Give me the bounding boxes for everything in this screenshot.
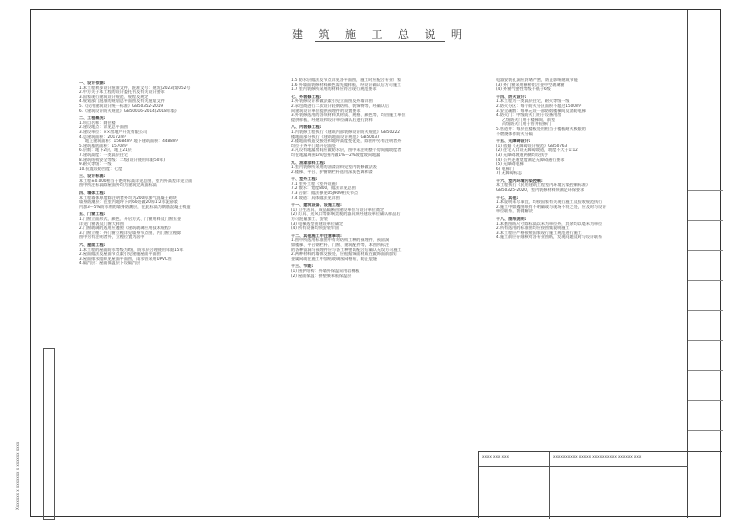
note-line: 单位联系，协商解决 <box>496 209 533 214</box>
note-line: 图中另有注明者外，立樘位置为居中 <box>79 235 145 240</box>
title-block-rule <box>479 466 688 467</box>
note-line: 2.门窗玻璃的选用应遵照《建筑玻璃应用技术规程》 <box>79 226 173 231</box>
note-line: 6.层数：地下2层，地上21层 <box>79 148 132 153</box>
note-line: 1.6 外墙面装修材料颜色需先做样板，经设计确认后方可施工 <box>291 82 402 87</box>
note-line: 3.凡设有地漏房间应做防水层，图中未注明整个房间做坡度者 <box>291 148 402 153</box>
note-line: (1) 依据《无障碍设计规范》GB50763 <box>496 143 568 148</box>
binding-margin-note: Xxxxxxx x xxxxxxx x xxxxxx xxxx <box>15 441 20 510</box>
note-line: 均位于齐平门扇开启面处 <box>291 143 337 148</box>
note-line: 6) 电梯门 <box>496 166 514 171</box>
note-line: (1) 围护结构：外墙外保温采用岩棉板 <box>291 268 360 273</box>
note-line: 8.建筑结构安全等级：二级(设计使用年限50年) <box>79 157 165 162</box>
content-area <box>71 28 689 502</box>
note-line: 方可批量加工、安装 <box>291 217 328 222</box>
section-heading: 十五、无障碍设计: <box>496 139 531 144</box>
notes-column-1 <box>79 78 275 490</box>
note-line: 3.门窗立樘：外门窗立樘详见墙身节点图，内门窗立樘除 <box>79 230 182 235</box>
note-line: 2.甲方关于本工程的设计委托书及有关设计要求 <box>79 90 165 95</box>
note-line: 2.承包商进行二次设计轻钢结构、装饰物等，经确认后 <box>291 103 390 108</box>
note-line: 1.内装修工程执行《建筑内部装修设计防火规范》GB50222 <box>291 129 400 134</box>
note-line: 2.楼梯、平台、护窗钢栏杆选用深灰色调和漆 <box>291 169 373 174</box>
notes-column-3 <box>496 78 688 433</box>
title-block-divider <box>549 452 550 519</box>
note-line: 1.本说明未尽事宜，均按国家有关现行施工及验收规范执行 <box>496 200 603 205</box>
note-line: 丙级防火门用于管井检修门 <box>502 122 552 127</box>
section-heading: 八、内装修工程: <box>291 125 322 130</box>
note-line: 1.室内装修所采用的油漆涂料见室内装修做法表 <box>291 165 377 170</box>
note-line: (5) 无障碍电梯 <box>496 162 524 167</box>
section-heading: 六、屋面工程: <box>79 243 106 247</box>
note-line: 1.本工程初步设计批准文件，批准文号：建发[2023]第052号 <box>79 85 191 90</box>
section-heading: 十三、节能: <box>291 264 314 269</box>
title-block-left-label: XXXX XXX XXX <box>482 455 509 459</box>
note-line: 内加3～5%防水剂的墙身防潮层，在此标高为钢筋混凝土构造 <box>79 204 191 209</box>
note-line: 4.隔汽层：屋面保温层下设隔汽层 <box>79 261 141 266</box>
note-line: 1.图中所选用标准图中有对结构工种的预埋件、预留洞 <box>291 238 390 243</box>
note-line: 1.5 防水层做法及节点详见各平面图，施工时应配合专业厂家 <box>291 78 402 82</box>
note-line: 1.项目名称：商住楼 <box>79 120 116 125</box>
note-line: 6.《建筑设计防火规范》GB50016-2014(2018年版) <box>79 108 177 113</box>
note-line: 向建筑设计单位提供预埋件的设置要求 <box>291 108 361 113</box>
note-line: 1.本套图纸尺寸除标高以米为单位外，其余均以毫米为单位 <box>496 221 603 226</box>
section-heading: 五、门窗工程: <box>79 212 106 217</box>
section-heading: 一、设计依据: <box>79 81 106 85</box>
note-line: (4) 公共走道宽度满足无障碍通行要求 <box>496 157 565 162</box>
note-line: (2) 住宅入口设无障碍坡道，坡度不大于1:12 <box>496 148 578 153</box>
note-line: 4.总建筑面积：20172m² <box>79 134 127 139</box>
note-line: 2.楼地面构造交接处和地坪高度变化处，除图中另有注明者外 <box>291 139 402 144</box>
note-line: 的各种留洞与预埋件应与各工种密切配合后确认无误方可施工 <box>291 247 402 252</box>
note-line: 7.建筑高度：一类高层住宅 <box>79 152 128 157</box>
note-line: GB50325-2020，室内装修材料须满足环保要求 <box>496 188 585 193</box>
strip-divider <box>688 250 723 251</box>
note-line: 4.防火门：甲级防火门用于设备用房 <box>496 113 562 118</box>
note-line: (3) 外门窗采用断桥铝合金中空玻璃窗 <box>496 82 565 87</box>
note-line: 5.《民用建筑设计统一标准》GB50352-2019 <box>79 103 163 108</box>
note-line: 7.3 台阶：做法参见05J909相关节点 <box>291 191 359 196</box>
title-block-right-label: XXXXXXXXXX XXXXX XXXXXXXXXX XXXXXX XXX <box>553 455 642 459</box>
note-line: 3.本工程应严格按照国家现行施工规范进行施工 <box>496 230 582 235</box>
section-heading: 三、设计标高: <box>79 174 106 179</box>
note-line: 9.耐火等级：一级 <box>79 162 112 167</box>
section-heading: 二、工程概况: <box>79 116 106 121</box>
note-line: 楼地面部分执行《建筑地面设计规范》GB50037 <box>291 134 380 139</box>
strip-divider <box>688 220 723 221</box>
section-heading: 十二、其他施工中注意事项: <box>291 233 342 238</box>
note-line: 7) 无障碍标志 <box>496 171 522 176</box>
note-line: 提供样板，经建设和设计单位确认后进行封样 <box>291 117 373 122</box>
section-heading: 四、墙体工程: <box>79 191 106 196</box>
strip-divider <box>688 340 723 341</box>
note-line: 本工程执行《民用建筑工程室内环境污染控制标准》 <box>496 183 591 188</box>
note-line: 5.建筑基底面积：1570m² <box>79 143 128 148</box>
title-block <box>478 451 722 518</box>
note-line: 10.抗震设防烈度：七度 <box>79 166 123 171</box>
note-line: 墙身防潮层：在室内地坪下约60处做20厚1:2水泥砂浆 <box>79 200 178 205</box>
note-line: 7.4 坡道：具体做法见详图 <box>291 195 340 200</box>
note-line: (4) 所有设备均须安装牢固 <box>291 226 340 231</box>
note-line: 2.施工中如遇图纸有不明确或与现场不符之处，应及时与设计 <box>496 204 607 209</box>
notes-column-2 <box>291 78 487 490</box>
binding-margin-box <box>43 348 55 520</box>
note-line: 7.2 散水：宽度800，做法详见总图 <box>291 186 356 191</box>
section-heading: 十六、室内环境污染控制: <box>496 178 543 183</box>
note-line: 4.规划部门批准的规划总平面图及有关批复文件 <box>79 99 165 104</box>
note-line: 1.7 室内装修所采用的材料应符合现行规范要求 <box>291 87 377 92</box>
note-line: 1.本工程的屋面防水等级为Ⅰ级，防水层合理使用年限15年 <box>79 247 184 252</box>
note-line: 7.1 室外工程（室外设施） <box>291 181 340 186</box>
note-line: 1.门窗立面形式、颜色、开启方式、门窗用料及门窗五金 <box>79 217 182 222</box>
note-line: 如楼梯、平台钢栏杆、门窗、建筑配件等，本图所标注 <box>291 243 390 247</box>
revision-strip <box>687 10 722 518</box>
strip-divider <box>688 310 723 311</box>
note-line: (2) 屋面保温：挤塑聚苯板保温层 <box>291 273 352 278</box>
section-heading: 十七、其他: <box>496 195 519 200</box>
note-line: 地上建筑面积：15684m² 地下建筑面积：4488m² <box>85 139 179 144</box>
strip-divider <box>688 190 723 191</box>
sheet-title: 建 筑 施 工 总 说 明 <box>292 28 468 41</box>
note-line: 不燃烧体作防火分隔 <box>496 131 533 136</box>
note-line: (3) 无障碍坡道两侧均设扶手 <box>496 152 549 157</box>
drawing-sheet <box>30 9 721 517</box>
note-line: (1) 卫生洁具、成品隔断由建设单位与设计单位商定 <box>291 207 385 212</box>
note-line: (4) 外窗气密性等级不低于6级 <box>496 87 551 92</box>
section-heading: 十、室外工程: <box>291 177 318 182</box>
note-line: 3.外装修选用的各项材料其材质、规格、颜色等，均由施工单位 <box>291 113 406 118</box>
note-line: 2.屋面做法及屋面节点索引见建施屋面平面图 <box>79 252 161 257</box>
section-heading: 十八、图纸说明: <box>496 217 527 222</box>
note-line: 1.本工程为一类高层住宅，耐火等级一级 <box>496 99 570 104</box>
note-line: 2.建设地点：详见总平面图 <box>79 125 128 130</box>
strip-divider <box>688 370 723 371</box>
note-line: 4.施工前应仔细核对各专业图纸，发现问题及时与设计联系 <box>496 235 603 240</box>
note-line: 3.屋面排水组织见屋面平面图，雨水管采用UPVC管 <box>79 256 172 261</box>
note-line: 3.安全疏散：每单元设一部防烟楼梯间及消防电梯 <box>496 108 586 113</box>
note-line: (3) 电梯选型由建设单位确定 <box>291 221 344 226</box>
note-line: 图中所注标高除屋面外均为建筑完成面标高 <box>79 183 157 188</box>
section-heading: 十一、建筑设备、设施工程: <box>291 203 342 208</box>
strip-divider <box>688 400 723 401</box>
note-line: 3.建设单位：××房地产开发有限公司 <box>79 129 148 134</box>
note-line: 电器安装孔洞应封堵严密，防止影响建筑节能 <box>496 78 578 82</box>
title-underline <box>315 41 445 42</box>
note-line: 5.管道井：每层在楼板处用相当于楼板耐火极限的 <box>496 126 586 131</box>
note-line: 本工程墙体厚度除注明者外均为200厚加气混凝土砌块 <box>79 195 177 200</box>
section-heading: 十四、防火设计: <box>496 94 527 99</box>
note-line: 2.防火分区：每个防火分区面积不超过1500m² <box>496 103 582 108</box>
note-line: 2.所有选用的标准图均应按图集说明施工 <box>496 226 570 231</box>
note-line: 1.外装修设计和做法索引见立面图及外墙详图 <box>291 99 373 104</box>
note-line: 3.国家现行建筑设计规范、规程及规定 <box>79 94 149 99</box>
note-line: 详见门窗表及门窗大样图 <box>79 221 125 226</box>
section-heading: 九、油漆涂料工程: <box>291 160 326 165</box>
strip-divider <box>688 430 723 431</box>
note-line: 均在地漏周围1m范围内做1%～2%坡度坡向地漏 <box>291 152 381 157</box>
strip-divider <box>688 280 723 281</box>
note-line: (2) 灯具、送风口等影响美观的器具须经建设单位确认样品后 <box>291 212 401 217</box>
note-line: 2.两种材料的墙体交接处，应根据饰面材质在做饰面前加钉 <box>291 252 398 257</box>
note-line: 本工程±0.000相当于绝对标高详见总图，室内外高差详见立面 <box>79 178 193 183</box>
note-line: 金属网或在施工中加贴玻璃丝网格布，防止裂缝 <box>291 256 377 261</box>
note-line: 乙级防火门用于楼梯间、前室 <box>502 117 556 122</box>
section-heading: 七、外装修工程: <box>291 94 322 99</box>
